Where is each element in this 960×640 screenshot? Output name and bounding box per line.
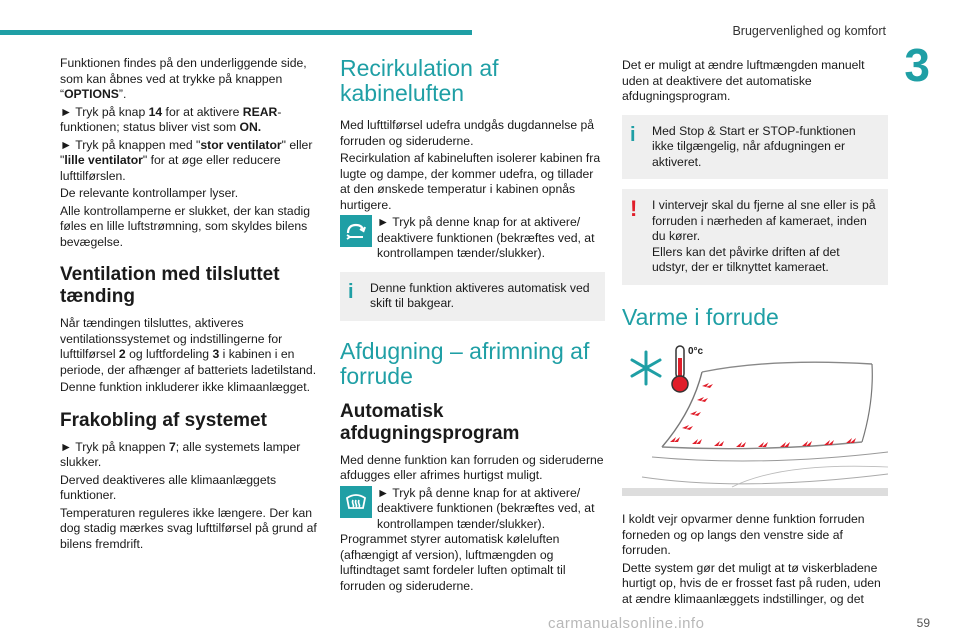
thermometer-icon: [672, 346, 688, 392]
paragraph: Med denne funktion kan forruden og sideruderne afdugges eller afrimes hurtigst muligt.: [340, 452, 604, 482]
heated-windscreen-illustration: [622, 342, 888, 507]
top-accent-bar: [0, 30, 472, 35]
page-number: 59: [916, 616, 930, 630]
info-icon: i: [348, 280, 354, 303]
info-icon: i: [630, 123, 636, 146]
windscreen-defog-icon: [340, 486, 372, 518]
recirculation-icon: [340, 215, 372, 247]
column-3: [622, 58, 888, 609]
chapter-number: 3: [904, 39, 930, 91]
info-box: i Med Stop & Start er STOP-funktionen ikke tilgængelig, når afdugningen er aktiveret.: [622, 115, 888, 180]
paragraph: Denne funktion inkluderer ikke klimaanlægget.: [60, 380, 310, 394]
instruction: ► Tryk på knappen med "stor ventilator" eller "lille ventilator" for at øge eller reducere lufttilførslen.: [60, 137, 313, 183]
warning-icon: !: [630, 196, 638, 221]
paragraph: Når tændingen tilsluttes, aktiveres ventilationssystemet og indstillingerne for lufttilførsel 2 og luftfordeling 3 i kabinen i en periode, der afhænger af batteriets ladetilstand.: [60, 316, 317, 377]
paragraph: Alle kontrollamperne er slukket, der kan stadig føles en lille luftstrømning, som skyldes bilens bevægelse.: [60, 203, 310, 249]
paragraph: Programmet styrer automatisk køleluften (afhængigt af version), luftmængden og luftindtaget samt fordeler luften optimalt til forruden og sideruderne.: [340, 532, 566, 593]
chapter-header-title: Brugervenlighed og komfort: [732, 24, 886, 38]
temperature-label: 0°c: [688, 345, 704, 357]
instruction: ► Tryk på knap 14 for at aktivere REAR-funktionen; status bliver vist som ON.: [60, 104, 282, 134]
column-2: [340, 56, 605, 596]
paragraph: Temperaturen reguleres ikke længere. Der kan dog stadig mærkes svag lufttilførsel på grund af bilens fremdrift.: [60, 505, 317, 551]
section-heading: Afdugning – afrimning af forrude: [340, 337, 590, 389]
paragraph: Med lufttilførsel udefra undgås dugdannelse på forruden og sideruderne.: [340, 118, 595, 148]
section-heading: Frakobling af systemet: [60, 409, 267, 431]
subsection-heading: Automatisk afdugningsprogram: [340, 400, 520, 444]
instruction-with-icon: ► Tryk på denne knap for at aktivere/ deaktivere funktionen (bekræftes ved, at kontrollampen tænder/slukker).: [340, 486, 605, 533]
paragraph: Funktionen findes på den underliggende side, som kan åbnes ved at trykke på knappen “OPTIONS”.: [60, 56, 307, 101]
info-box: i Denne funktion aktiveres automatisk ved skift til bakgear.: [340, 272, 605, 321]
paragraph: De relevante kontrollamper lyser.: [60, 186, 239, 200]
instruction-with-icon: ► Tryk på denne knap for at aktivere/ deaktivere funktionen (bekræftes ved, at kontrollampen tænder/slukker).: [340, 215, 605, 262]
snowflake-icon: [632, 352, 660, 384]
paragraph: Derved deaktiveres alle klimaanlæggets funktioner.: [60, 472, 277, 502]
instruction: ► Tryk på knappen 7; alle systemets lamper slukker.: [60, 439, 301, 469]
paragraph: Det er muligt at ændre luftmængden manuelt uden at deaktivere det automatiske afdugningsprogram.: [622, 58, 865, 103]
watermark: carmanualsonline.info: [548, 615, 705, 632]
paragraph: Dette system gør det muligt at tø viskerbladene hurtigt op, hvis de er frosset fast på ruden, uden at ændre klimaanlæggets indstillinger, og det: [622, 560, 881, 606]
paragraph: Recirkulation af kabineluften isolerer kabinen fra lugte og dampe, der kommer udefra, og tillader at den ønskede temperatur i kabinen opnås hurtigere.: [340, 151, 601, 212]
section-heading: Varme i forrude: [622, 303, 779, 330]
section-heading: Ventilation med tilsluttet tænding: [60, 264, 280, 307]
section-heading: Recirkulation af kabineluften: [340, 55, 499, 106]
paragraph: I koldt vejr opvarmer denne funktion forruden forneden og op langs den venstre side af forruden.: [622, 512, 865, 557]
warning-box: ! I vintervejr skal du fjerne al sne eller is på forruden i nærheden af kameraet, inden du kører. Ellers kan det påvirke driften af det udstyr, der er tilknyttet kameraet.: [622, 189, 888, 285]
column-1: [60, 56, 322, 554]
